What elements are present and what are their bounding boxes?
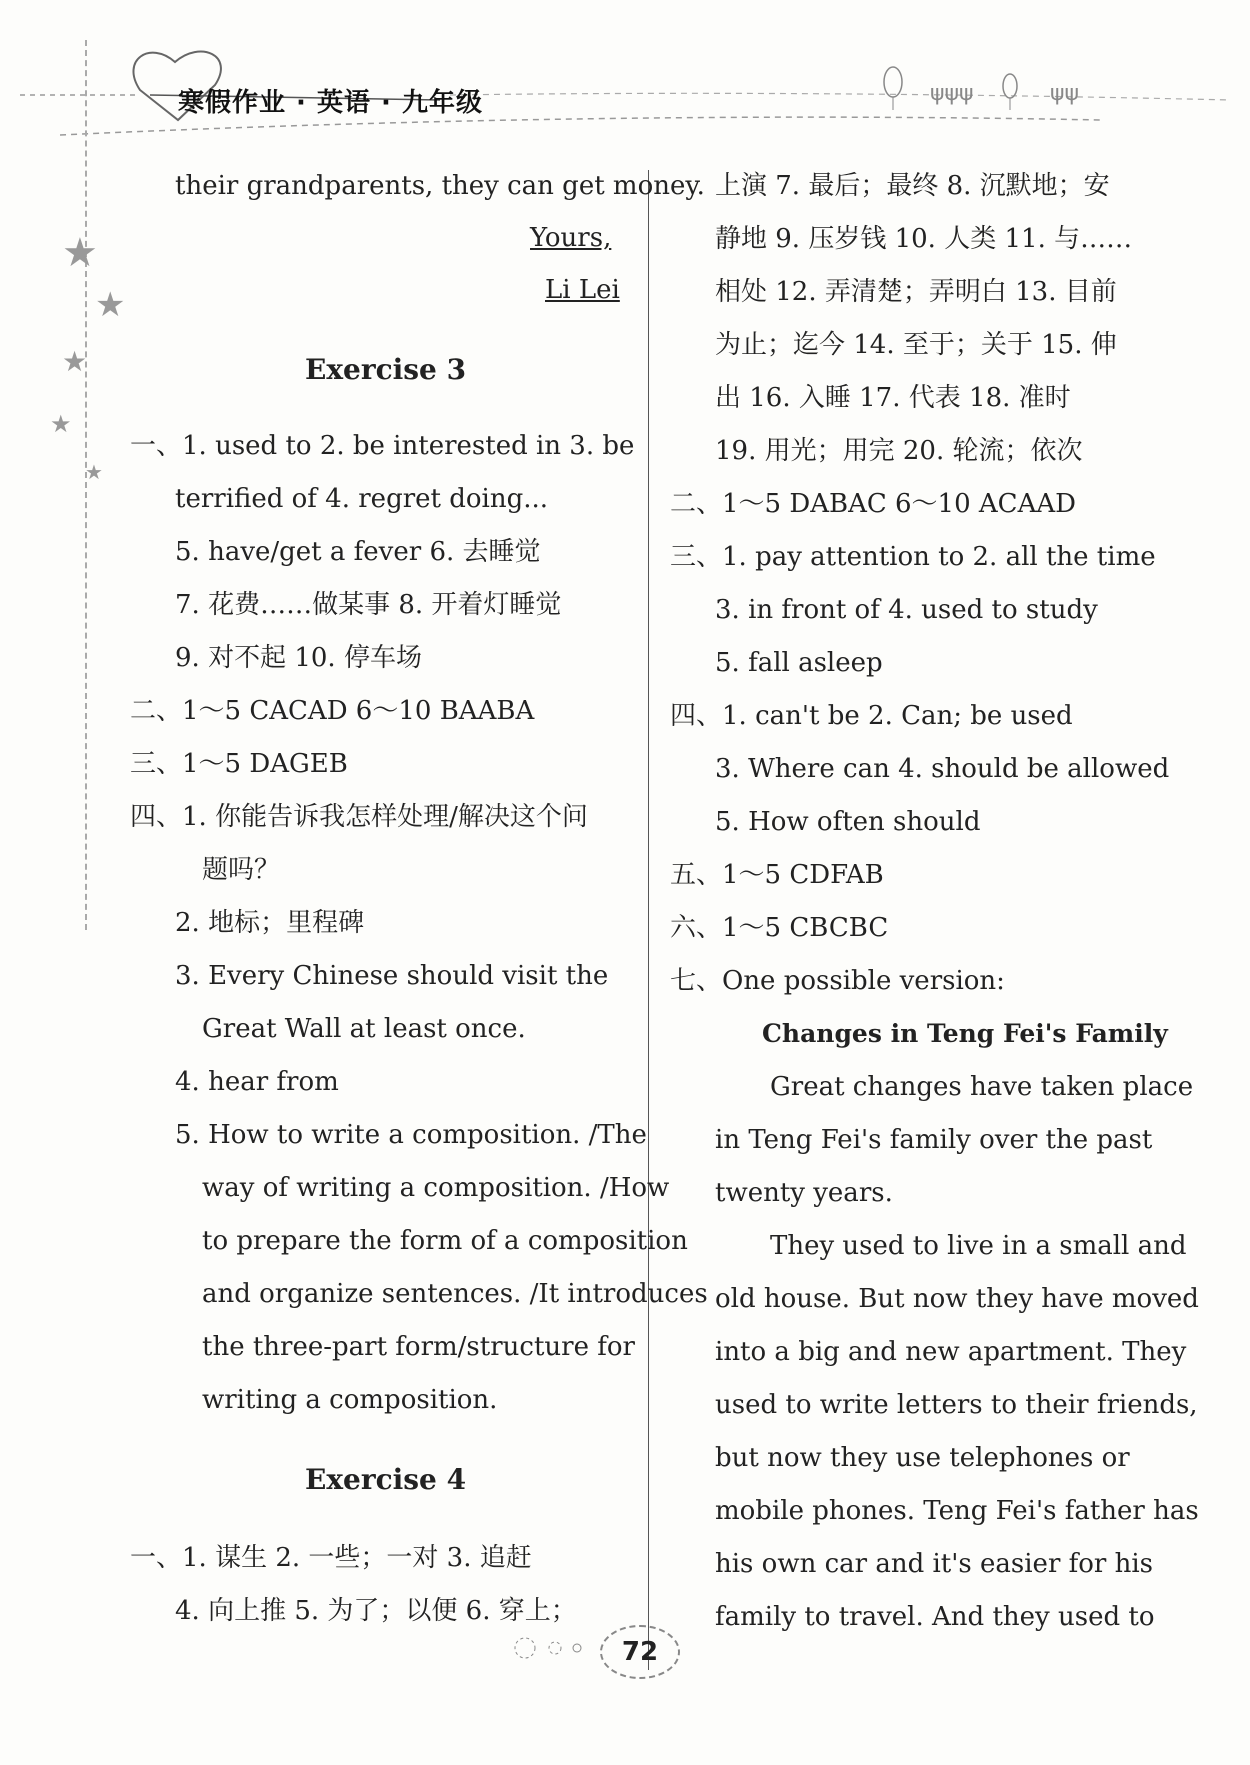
answer-line: 六、1～5 CBCBC bbox=[670, 913, 889, 943]
svg-text:ψψ: ψψ bbox=[1050, 81, 1080, 106]
essay-line: twenty years. bbox=[715, 1178, 893, 1208]
essay-title: Changes in Teng Fei's Family bbox=[762, 1019, 1168, 1048]
letter-signature: Li Lei bbox=[545, 275, 620, 305]
letter-line: their grandparents, they can get money. bbox=[175, 171, 705, 201]
answer-line: way of writing a composition. /How bbox=[202, 1173, 670, 1203]
essay-line: Great changes have taken place bbox=[770, 1072, 1194, 1102]
answer-line: 3. Every Chinese should visit the bbox=[175, 961, 609, 991]
essay-line: old house. But now they have moved bbox=[715, 1284, 1199, 1314]
exercise-3-title: Exercise 3 bbox=[305, 353, 467, 386]
page-number: 72 bbox=[600, 1625, 680, 1679]
margin-dashed-line bbox=[85, 40, 87, 930]
letter-closing: Yours, bbox=[530, 223, 612, 253]
answer-line: 5. have/get a fever 6. 去睡觉 bbox=[175, 537, 541, 567]
star-icon: ★ bbox=[62, 345, 88, 378]
answer-line: 静地 9. 压岁钱 10. 人类 11. 与…… bbox=[715, 224, 1133, 254]
essay-line: They used to live in a small and bbox=[770, 1231, 1187, 1261]
answer-line: 3. in front of 4. used to study bbox=[715, 595, 1098, 625]
answer-line: 3. Where can 4. should be allowed bbox=[715, 754, 1170, 784]
answer-line: 题吗？ bbox=[202, 855, 281, 885]
essay-line: used to write letters to their friends, bbox=[715, 1390, 1198, 1420]
star-icon: ★ bbox=[50, 410, 72, 438]
answer-line: 三、1. pay attention to 2. all the time bbox=[670, 542, 1156, 572]
answer-line: 出 16. 入睡 17. 代表 18. 准时 bbox=[715, 383, 1071, 413]
answer-line: 2. 地标；里程碑 bbox=[175, 908, 365, 938]
essay-line: his own car and it's easier for his bbox=[715, 1549, 1154, 1579]
answer-line: 三、1～5 DAGEB bbox=[130, 749, 348, 779]
answer-line: 二、1～5 DABAC 6～10 ACAAD bbox=[670, 489, 1076, 519]
svg-text:ψψψ: ψψψ bbox=[930, 81, 974, 106]
answer-line: 相处 12. 弄清楚；弄明白 13. 目前 bbox=[715, 277, 1117, 307]
star-icon: ★ bbox=[62, 230, 98, 276]
star-icon: ★ bbox=[95, 285, 126, 325]
answer-line: 5. How to write a composition. /The bbox=[175, 1120, 647, 1150]
answer-line: 9. 对不起 10. 停车场 bbox=[175, 643, 422, 673]
answer-line: 为止；迄今 14. 至于；关于 15. 伸 bbox=[715, 330, 1117, 360]
answer-line: 二、1～5 CACAD 6～10 BAABA bbox=[130, 696, 535, 726]
answer-line: writing a composition. bbox=[202, 1385, 498, 1415]
essay-line: but now they use telephones or bbox=[715, 1443, 1130, 1473]
answer-line: 四、1. can't be 2. Can; be used bbox=[670, 701, 1073, 731]
answer-line: 一、1. 谋生 2. 一些；一对 3. 追赶 bbox=[130, 1543, 532, 1573]
answer-line: 七、One possible version: bbox=[670, 966, 1005, 996]
answer-line: 4. hear from bbox=[175, 1067, 339, 1097]
answer-line: Great Wall at least once. bbox=[202, 1014, 526, 1044]
answer-line: 5. How often should bbox=[715, 807, 981, 837]
page-header bbox=[0, 0, 1250, 160]
answer-line: 7. 花费……做某事 8. 开着灯睡觉 bbox=[175, 590, 562, 620]
header-decoration bbox=[0, 0, 1250, 160]
essay-line: into a big and new apartment. They bbox=[715, 1337, 1187, 1367]
column-divider bbox=[648, 170, 649, 1670]
answer-line: 四、1. 你能告诉我怎样处理/解决这个问 bbox=[130, 802, 588, 832]
answer-line: 五、1～5 CDFAB bbox=[670, 860, 884, 890]
exercise-4-title: Exercise 4 bbox=[305, 1463, 467, 1496]
answer-line: and organize sentences. /It introduces bbox=[202, 1279, 708, 1309]
essay-line: family to travel. And they used to bbox=[715, 1602, 1155, 1632]
answer-line: terrified of 4. regret doing... bbox=[175, 484, 549, 514]
answer-line: 一、1. used to 2. be interested in 3. be bbox=[130, 431, 635, 461]
answer-line: 5. fall asleep bbox=[715, 648, 883, 678]
essay-line: in Teng Fei's family over the past bbox=[715, 1125, 1153, 1155]
answer-line: to prepare the form of a composition bbox=[202, 1226, 688, 1256]
answer-line: 上演 7. 最后；最终 8. 沉默地；安 bbox=[715, 171, 1110, 201]
essay-line: mobile phones. Teng Fei's father has bbox=[715, 1496, 1199, 1526]
answer-line: 4. 向上推 5. 为了；以便 6. 穿上； bbox=[175, 1596, 577, 1626]
header-title: 寒假作业 · 英语 · 九年级 bbox=[178, 88, 483, 118]
answer-line: 19. 用光；用完 20. 轮流；依次 bbox=[715, 436, 1083, 466]
answer-line: the three-part form/structure for bbox=[202, 1332, 635, 1362]
star-icon: ★ bbox=[85, 460, 103, 484]
